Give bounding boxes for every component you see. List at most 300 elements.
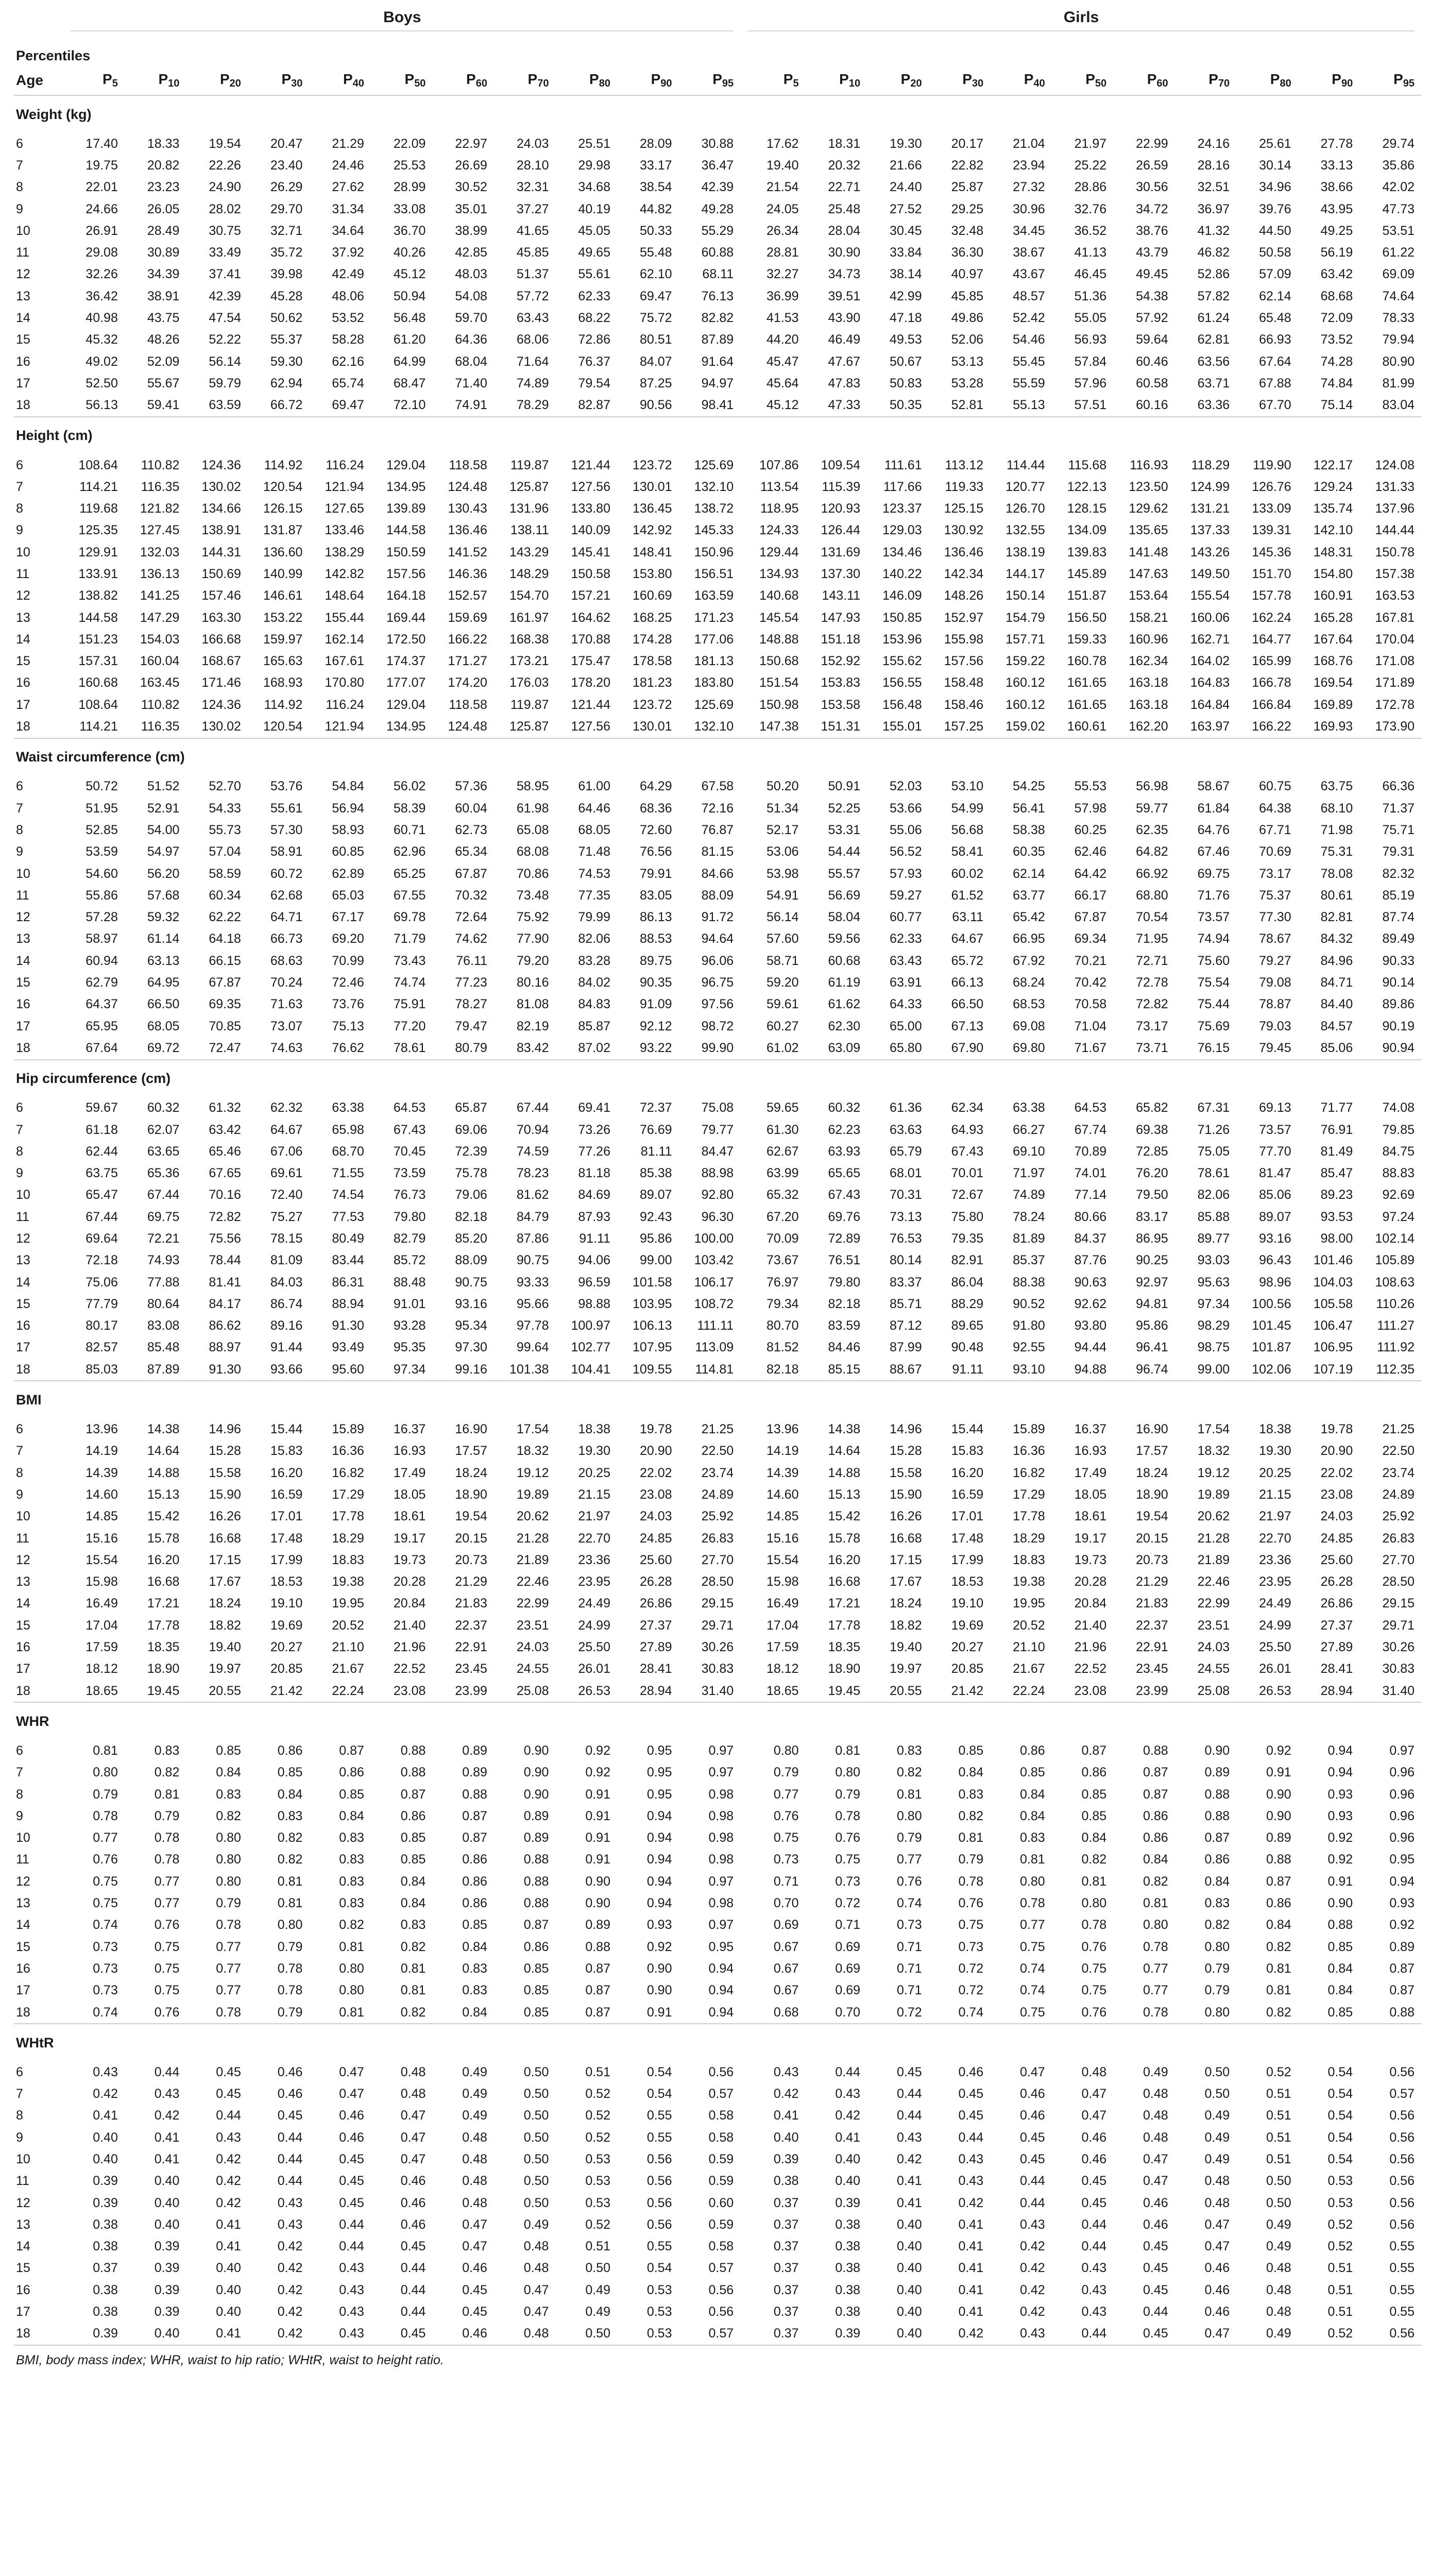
girls-value-cell: 67.74	[1074, 1122, 1107, 1137]
boys-value-cell: 31.34	[332, 201, 364, 216]
percentile-subscript: 95	[722, 78, 734, 89]
boys-value-cell: 74.59	[516, 1144, 549, 1159]
girls-value-cell: 0.45	[1019, 2151, 1045, 2166]
girls-value-cell: 56.68	[951, 822, 984, 837]
girls-value-cell: 42.02	[1382, 180, 1415, 195]
section-header-row	[14, 1060, 1422, 1097]
girls-value-cell: 17.21	[828, 1596, 861, 1611]
boys-value-cell: 17.21	[147, 1596, 180, 1611]
girls-value-cell: 0.78	[1019, 1896, 1045, 1911]
girls-value-cell: 128.15	[1067, 501, 1107, 516]
boys-value-cell: 20.15	[455, 1531, 487, 1546]
boys-value-cell: 17.29	[332, 1487, 364, 1502]
boys-value-cell: 0.81	[339, 1939, 364, 1954]
girls-value-cell: 0.47	[1081, 2108, 1107, 2123]
boys-value-cell: 119.87	[510, 697, 549, 712]
girls-value-cell: 113.54	[760, 479, 799, 494]
girls-value-cell: 25.50	[1259, 1640, 1291, 1655]
girls-p40-header	[991, 66, 1052, 95]
boys-value-cell: 0.86	[462, 1852, 487, 1867]
boys-value-cell: 68.05	[578, 822, 610, 837]
boys-value-cell: 67.44	[516, 1100, 549, 1115]
boys-value-cell: 30.83	[701, 1662, 734, 1676]
boys-value-cell: 49.65	[578, 245, 610, 260]
boys-value-cell: 0.87	[585, 1961, 610, 1976]
boys-value-cell: 0.54	[646, 2261, 672, 2276]
girls-value-cell: 78.87	[1259, 997, 1291, 1012]
girls-value-cell: 52.86	[1197, 267, 1230, 282]
girls-value-cell: 59.65	[766, 1100, 799, 1115]
boys-value-cell: 40.26	[393, 245, 426, 260]
girls-value-cell: 29.15	[1382, 1596, 1415, 1611]
table-row	[14, 928, 1422, 950]
boys-value-cell: 0.84	[400, 1896, 426, 1911]
girls-value-cell: 63.09	[828, 1040, 861, 1055]
girls-value-cell: 16.82	[1013, 1465, 1045, 1480]
girls-value-cell: 81.47	[1259, 1166, 1291, 1181]
girls-value-cell: 15.98	[766, 1574, 799, 1589]
boys-value-cell: 0.41	[216, 2239, 241, 2254]
girls-value-cell: 14.39	[766, 1465, 799, 1480]
boys-value-cell: 77.26	[578, 1144, 610, 1159]
boys-value-cell: 29.98	[578, 158, 610, 173]
girls-value-cell: 0.80	[1204, 2005, 1230, 2020]
boys-value-cell: 57.36	[455, 779, 487, 794]
boys-value-cell: 170.80	[325, 675, 364, 690]
girls-value-cell: 22.50	[1382, 1444, 1415, 1459]
boys-value-cell: 55.61	[578, 267, 610, 282]
boys-value-cell: 66.72	[270, 398, 303, 413]
girls-value-cell: 90.25	[1136, 1253, 1168, 1268]
boys-value-cell: 62.79	[86, 975, 118, 990]
boys-value-cell: 114.92	[264, 457, 303, 472]
girls-value-cell: 93.03	[1197, 1253, 1230, 1268]
girls-value-cell: 162.34	[1129, 654, 1168, 669]
boys-value-cell: 162.14	[325, 632, 364, 647]
boys-value-cell: 30.26	[701, 1640, 734, 1655]
boys-value-cell: 72.40	[270, 1188, 303, 1202]
age-cell: 16	[16, 1318, 30, 1333]
girls-value-cell: 0.49	[1204, 2151, 1230, 2166]
girls-value-cell: 131.21	[1190, 501, 1230, 516]
boys-value-cell: 101.58	[633, 1275, 672, 1290]
girls-value-cell: 68.10	[1320, 801, 1353, 816]
girls-value-cell: 0.43	[1019, 2217, 1045, 2232]
girls-value-cell: 0.42	[958, 2326, 984, 2341]
boys-value-cell: 35.72	[270, 245, 303, 260]
girls-value-cell: 85.15	[828, 1362, 861, 1377]
boys-value-cell: 138.72	[694, 501, 734, 516]
boys-value-cell: 84.17	[209, 1296, 241, 1311]
girls-value-cell: 43.79	[1136, 245, 1168, 260]
boys-value-cell: 0.86	[462, 1874, 487, 1889]
girls-value-cell: 59.64	[1136, 332, 1168, 347]
table-row	[14, 863, 1422, 885]
boys-value-cell: 121.82	[140, 501, 180, 516]
boys-value-cell: 0.53	[646, 2282, 672, 2297]
age-cell: 6	[16, 779, 23, 794]
girls-value-cell: 22.24	[1013, 1683, 1045, 1698]
girls-value-cell: 0.41	[835, 2130, 861, 2145]
boys-value-cell: 52.09	[147, 354, 180, 369]
girls-value-cell: 158.46	[944, 697, 984, 712]
percentile-subscript: 80	[1280, 78, 1291, 89]
percentile-subscript: 10	[848, 78, 861, 89]
girls-value-cell: 73.57	[1197, 910, 1230, 925]
girls-value-cell: 76.53	[890, 1231, 922, 1246]
boys-value-cell: 69.72	[147, 1040, 180, 1055]
boys-value-cell: 17.78	[332, 1509, 364, 1524]
girls-value-cell: 164.84	[1190, 697, 1230, 712]
boys-value-cell: 0.80	[216, 1831, 241, 1845]
girls-value-cell: 0.81	[1266, 1961, 1291, 1976]
boys-value-cell: 83.05	[639, 888, 672, 903]
boys-value-cell: 0.77	[216, 1939, 241, 1954]
boys-value-cell: 18.32	[516, 1444, 549, 1459]
boys-value-cell: 26.53	[578, 1683, 610, 1698]
girls-value-cell: 71.37	[1382, 801, 1415, 816]
girls-value-cell: 18.24	[1136, 1465, 1168, 1480]
girls-value-cell: 63.63	[890, 1122, 922, 1137]
age-column-header: Age	[14, 66, 63, 95]
girls-value-cell: 23.36	[1259, 1552, 1291, 1567]
girls-value-cell: 16.20	[828, 1552, 861, 1567]
boys-value-cell: 0.47	[462, 2239, 487, 2254]
boys-value-cell: 97.30	[455, 1340, 487, 1355]
boys-value-cell: 86.13	[639, 910, 672, 925]
girls-value-cell: 138.19	[1006, 545, 1045, 560]
percentile-symbol: P	[281, 71, 292, 87]
table-row	[14, 716, 1422, 738]
boys-value-cell: 72.21	[147, 1231, 180, 1246]
girls-value-cell: 0.96	[1389, 1765, 1415, 1780]
girls-value-cell: 26.01	[1259, 1662, 1291, 1676]
girls-value-cell: 23.45	[1136, 1662, 1168, 1676]
girls-value-cell: 15.44	[951, 1422, 984, 1437]
boys-value-cell: 78.29	[516, 398, 549, 413]
girls-value-cell: 79.27	[1259, 953, 1291, 968]
girls-value-cell: 0.87	[1204, 1831, 1230, 1845]
boys-value-cell: 145.33	[694, 523, 734, 538]
girls-value-cell: 0.47	[1019, 2064, 1045, 2079]
girls-value-cell: 0.79	[958, 1852, 984, 1867]
boys-value-cell: 120.54	[263, 479, 303, 494]
girls-value-cell: 92.97	[1136, 1275, 1168, 1290]
boys-value-cell: 65.95	[86, 1019, 118, 1033]
boys-value-cell: 92.80	[701, 1188, 734, 1202]
boys-value-cell: 19.75	[86, 158, 118, 173]
boys-value-cell: 0.89	[462, 1765, 487, 1780]
boys-value-cell: 96.30	[701, 1209, 734, 1224]
girls-value-cell: 36.97	[1197, 201, 1230, 216]
boys-value-cell: 14.64	[147, 1444, 180, 1459]
boys-value-cell: 24.03	[516, 136, 549, 151]
girls-value-cell: 92.62	[1074, 1296, 1107, 1311]
girls-value-cell: 70.09	[766, 1231, 799, 1246]
girls-value-cell: 18.29	[1013, 1531, 1045, 1546]
boys-value-cell: 25.08	[516, 1683, 549, 1698]
boys-value-cell: 22.99	[516, 1596, 549, 1611]
girls-value-cell: 61.30	[766, 1122, 799, 1137]
girls-value-cell: 67.43	[951, 1144, 984, 1159]
boys-value-cell: 114.81	[695, 1362, 734, 1377]
table-row	[14, 1936, 1422, 1958]
girls-p10-header	[806, 66, 868, 95]
boys-value-cell: 19.40	[209, 1640, 241, 1655]
girls-value-cell: 0.44	[896, 2087, 922, 2102]
girls-value-cell: 79.85	[1382, 1122, 1415, 1137]
boys-value-cell: 0.97	[708, 1874, 734, 1889]
boys-value-cell: 130.01	[633, 719, 672, 734]
boys-value-cell: 0.86	[523, 1939, 549, 1954]
girls-value-cell: 153.64	[1129, 588, 1168, 603]
boys-value-cell: 0.87	[462, 1808, 487, 1823]
boys-value-cell: 23.40	[270, 158, 303, 173]
boys-value-cell: 150.96	[694, 545, 734, 560]
section-title: WHtR	[14, 2024, 1422, 2061]
boys-value-cell: 168.93	[263, 675, 303, 690]
girls-value-cell: 98.29	[1197, 1318, 1230, 1333]
boys-value-cell: 129.04	[386, 457, 426, 472]
girls-value-cell: 14.88	[828, 1465, 861, 1480]
girls-value-cell: 0.51	[1266, 2108, 1291, 2123]
table-row	[14, 1440, 1422, 1462]
boys-value-cell: 16.36	[332, 1444, 364, 1459]
girls-value-cell: 21.28	[1197, 1531, 1230, 1546]
boys-value-cell: 14.39	[86, 1465, 118, 1480]
boys-value-cell: 138.82	[78, 588, 118, 603]
girls-value-cell: 0.44	[1081, 2217, 1107, 2232]
boys-value-cell: 24.03	[516, 1640, 549, 1655]
boys-value-cell: 169.44	[386, 610, 426, 625]
girls-value-cell: 0.47	[1143, 2151, 1168, 2166]
girls-value-cell: 67.13	[951, 1019, 984, 1033]
boys-value-cell: 130.02	[201, 479, 241, 494]
boys-value-cell: 129.91	[78, 545, 118, 560]
girls-value-cell: 0.69	[835, 1961, 861, 1976]
boys-value-cell: 32.26	[86, 267, 118, 282]
girls-value-cell: 0.56	[1389, 2174, 1415, 2189]
girls-value-cell: 143.11	[822, 588, 861, 603]
girls-value-cell: 0.80	[1081, 1896, 1107, 1911]
girls-value-cell: 0.40	[835, 2174, 861, 2189]
girls-value-cell: 16.90	[1136, 1422, 1168, 1437]
girls-value-cell: 41.13	[1074, 245, 1107, 260]
girls-value-cell: 0.43	[896, 2130, 922, 2145]
boys-value-cell: 60.85	[332, 844, 364, 859]
boys-value-cell: 61.14	[147, 931, 180, 946]
boys-value-cell: 22.97	[455, 136, 487, 151]
table-row	[14, 285, 1422, 307]
boys-value-cell: 27.89	[639, 1640, 672, 1655]
boys-value-cell: 14.96	[209, 1422, 241, 1437]
age-cell: 7	[16, 158, 23, 173]
boys-value-cell: 75.27	[270, 1209, 303, 1224]
girls-value-cell: 118.29	[1191, 457, 1230, 472]
boys-value-cell: 0.44	[400, 2304, 426, 2319]
boys-value-cell: 64.99	[393, 354, 426, 369]
boys-value-cell: 63.65	[147, 1144, 180, 1159]
table-row	[14, 264, 1422, 285]
girls-value-cell: 22.99	[1136, 136, 1168, 151]
girls-value-cell: 70.58	[1074, 997, 1107, 1012]
percentile-symbol: P	[103, 71, 112, 87]
boys-value-cell: 67.44	[147, 1188, 180, 1202]
boys-value-cell: 0.50	[523, 2174, 549, 2189]
age-cell: 11	[16, 1209, 29, 1224]
boys-value-cell: 20.47	[270, 136, 303, 151]
girls-value-cell: 160.12	[1006, 675, 1045, 690]
girls-value-cell: 15.42	[828, 1509, 861, 1524]
boys-value-cell: 21.28	[516, 1531, 549, 1546]
girls-value-cell: 0.51	[1327, 2282, 1353, 2297]
boys-value-cell: 58.28	[332, 332, 364, 347]
girls-value-cell: 0.50	[1266, 2195, 1291, 2210]
boys-value-cell: 0.79	[277, 2005, 303, 2020]
girls-value-cell: 148.31	[1313, 545, 1353, 560]
girls-value-cell: 0.48	[1143, 2087, 1168, 2102]
table-row	[14, 972, 1422, 993]
girls-value-cell: 0.85	[1081, 1808, 1107, 1823]
girls-value-cell: 54.99	[951, 801, 984, 816]
girls-value-cell: 171.89	[1375, 675, 1415, 690]
girls-value-cell: 0.71	[773, 1874, 799, 1889]
girls-value-cell: 25.22	[1074, 158, 1107, 173]
boys-value-cell: 19.17	[393, 1531, 426, 1546]
boys-value-cell: 0.94	[708, 2005, 734, 2020]
boys-p70-header	[495, 66, 556, 95]
girls-value-cell: 168.76	[1313, 654, 1353, 669]
girls-value-cell: 63.99	[766, 1166, 799, 1181]
boys-value-cell: 0.42	[93, 2087, 118, 2102]
girls-value-cell: 129.44	[759, 545, 799, 560]
boys-value-cell: 0.55	[646, 2239, 672, 2254]
boys-value-cell: 56.94	[332, 801, 364, 816]
boys-value-cell: 16.20	[270, 1465, 303, 1480]
boys-value-cell: 55.73	[209, 822, 241, 837]
boys-value-cell: 56.14	[209, 354, 241, 369]
age-cell: 16	[16, 1640, 30, 1655]
girls-value-cell: 24.85	[1320, 1531, 1353, 1546]
boys-value-cell: 0.85	[523, 1983, 549, 1998]
girls-value-cell: 57.92	[1136, 311, 1168, 326]
girls-value-cell: 0.84	[958, 1765, 984, 1780]
girls-value-cell: 60.35	[1013, 844, 1045, 859]
girls-value-cell: 75.69	[1197, 1019, 1230, 1033]
girls-value-cell: 166.84	[1252, 697, 1291, 712]
girls-value-cell: 0.42	[835, 2108, 861, 2123]
girls-value-cell: 0.47	[1204, 2239, 1230, 2254]
girls-value-cell: 52.17	[766, 822, 799, 837]
girls-value-cell: 91.80	[1013, 1318, 1045, 1333]
age-cell: 10	[16, 1831, 30, 1845]
girls-value-cell: 79.03	[1259, 1019, 1291, 1033]
girls-value-cell: 122.13	[1067, 479, 1107, 494]
boys-value-cell: 0.44	[400, 2261, 426, 2276]
boys-value-cell: 0.41	[154, 2151, 180, 2166]
girls-value-cell: 28.16	[1197, 158, 1230, 173]
girls-value-cell: 85.06	[1259, 1188, 1291, 1202]
boys-value-cell: 20.73	[455, 1552, 487, 1567]
percentile-subscript: 60	[1156, 78, 1168, 89]
boys-value-cell: 0.91	[585, 1852, 610, 1867]
girls-value-cell: 65.32	[766, 1188, 799, 1202]
boys-value-cell: 0.44	[277, 2174, 303, 2189]
girls-value-cell: 63.75	[1320, 779, 1353, 794]
girls-value-cell: 59.20	[766, 975, 799, 990]
age-cell: 15	[16, 1939, 30, 1954]
table-row	[14, 841, 1422, 863]
girls-value-cell: 131.33	[1375, 479, 1415, 494]
boys-value-cell: 0.41	[216, 2217, 241, 2232]
girls-value-cell: 160.61	[1067, 719, 1107, 734]
boys-value-cell: 26.83	[701, 1531, 734, 1546]
girls-value-cell: 64.93	[951, 1122, 984, 1137]
girls-value-cell: 0.85	[1327, 2005, 1353, 2020]
boys-value-cell: 62.10	[639, 267, 672, 282]
boys-value-cell: 70.85	[209, 1019, 241, 1033]
boys-value-cell: 22.09	[393, 136, 426, 151]
boys-value-cell: 21.29	[332, 136, 364, 151]
girls-value-cell: 74.64	[1382, 289, 1415, 303]
boys-value-cell: 23.95	[578, 1574, 610, 1589]
boys-value-cell: 16.68	[209, 1531, 241, 1546]
boys-value-cell: 17.15	[209, 1552, 241, 1567]
boys-value-cell: 69.06	[455, 1122, 487, 1137]
boys-value-cell: 0.85	[277, 1765, 303, 1780]
boys-value-cell: 34.64	[332, 223, 364, 238]
girls-value-cell: 84.75	[1382, 1144, 1415, 1159]
age-cell: 18	[16, 1362, 30, 1377]
boys-value-cell: 62.32	[270, 1100, 303, 1115]
girls-value-cell: 87.12	[890, 1318, 922, 1333]
boys-value-cell: 0.48	[400, 2087, 426, 2102]
boys-value-cell: 49.28	[701, 201, 734, 216]
girls-value-cell: 159.22	[1006, 654, 1045, 669]
table-row	[14, 2323, 1422, 2345]
girls-value-cell: 0.37	[773, 2282, 799, 2297]
girls-value-cell: 0.88	[1327, 1918, 1353, 1933]
girls-value-cell: 62.14	[1013, 866, 1045, 881]
girls-value-cell: 0.44	[1019, 2195, 1045, 2210]
girls-value-cell: 0.76	[896, 1874, 922, 1889]
boys-value-cell: 0.56	[708, 2304, 734, 2319]
girls-value-cell: 67.64	[1259, 354, 1291, 369]
boys-value-cell: 0.45	[277, 2108, 303, 2123]
boys-value-cell: 58.91	[270, 844, 303, 859]
girls-value-cell: 0.84	[1266, 1918, 1291, 1933]
girls-value-cell: 167.81	[1375, 610, 1415, 625]
girls-value-cell: 81.89	[1013, 1231, 1045, 1246]
boys-value-cell: 67.58	[701, 779, 734, 794]
girls-value-cell: 43.90	[828, 311, 861, 326]
boys-value-cell: 18.12	[86, 1662, 118, 1676]
boys-value-cell: 84.66	[701, 866, 734, 881]
table-row	[14, 1827, 1422, 1849]
percentile-symbol: P	[1024, 71, 1034, 87]
girls-value-cell: 101.45	[1252, 1318, 1291, 1333]
girls-value-cell: 77.30	[1259, 910, 1291, 925]
table-row	[14, 1784, 1422, 1805]
girls-value-cell: 139.31	[1252, 523, 1291, 538]
girls-value-cell: 65.48	[1259, 311, 1291, 326]
boys-value-cell: 75.91	[393, 997, 426, 1012]
boys-value-cell: 64.18	[209, 931, 241, 946]
girls-value-cell: 75.37	[1259, 888, 1291, 903]
girls-value-cell: 20.52	[1013, 1618, 1045, 1633]
girls-value-cell: 169.54	[1313, 675, 1353, 690]
boys-value-cell: 34.68	[578, 180, 610, 195]
